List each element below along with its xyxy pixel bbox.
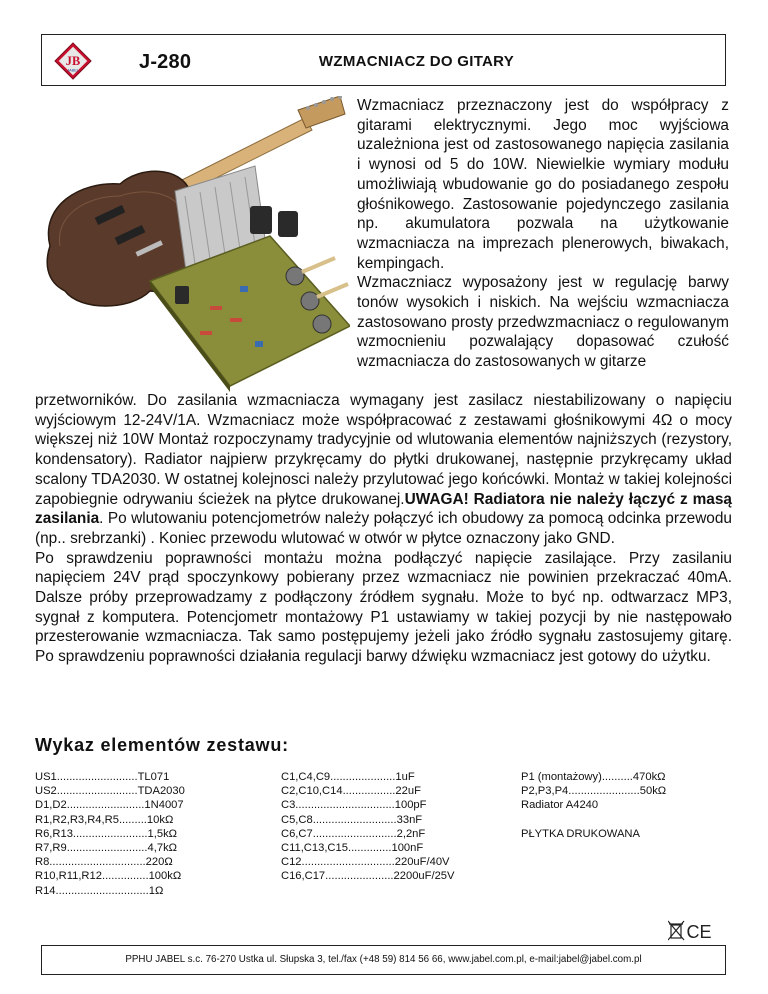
- header-bar: [41, 34, 726, 86]
- part-item: P1 (montażowy)..........470kΩ: [521, 771, 666, 783]
- part-item: US2..........................TDA2030: [35, 785, 185, 798]
- ce-icon: CE: [686, 922, 712, 942]
- part-item: R14..............................1Ω: [35, 884, 164, 897]
- part-item: R10,R11,R12...............100kΩ: [35, 870, 182, 883]
- logo-text: JB: [65, 53, 81, 68]
- part-item: US1..........................TL071: [35, 771, 170, 783]
- pcb-item: PŁYTKA DRUKOWANA: [521, 827, 640, 840]
- part-item: C1,C4,C9.....................1uF: [281, 771, 415, 783]
- parts-column-2: [281, 770, 491, 884]
- part-item: C3................................100pF: [281, 799, 427, 812]
- body-paragraph-1: [35, 391, 732, 549]
- part-item: R6,R13........................1,5kΩ: [35, 827, 178, 840]
- parts-column-3: [521, 770, 731, 841]
- intro-text: [357, 96, 729, 372]
- page-title: WZMACNIACZ DO GITARY: [318, 53, 515, 70]
- part-item: C12..............................220uF/40V: [281, 856, 450, 869]
- part-item: C2,C10,C14.................22uF: [281, 785, 421, 798]
- part-item: P2,P3,P4.......................50kΩ: [521, 785, 667, 798]
- part-item: Radiator A4240: [521, 799, 599, 812]
- intro-paragraph-2: Wzmaczniacz wyposażony jest w regulację barwy tonów wysokich i niskich. Na wejściu wzmacniacza zastosowano prosty przedwzmacniacz o regulowanym wzmocnieniu pozwalający dopasować czułość wzmacniacza do zastosowanych w gitarze: [357, 274, 729, 371]
- part-item: R8...............................220Ω: [35, 856, 173, 869]
- part-item: C5,C8...........................33nF: [281, 813, 423, 826]
- part-item: R1,R2,R3,R4,R5.........10kΩ: [35, 813, 174, 826]
- body-paragraph-1-end: . Po wlutowaniu potencjometrów należy połączyć ich obudowy za pomocą odcinka przewodu (np.. srebrzanki) . Koniec przewodu wlutować w otwór w płytce oznaczony jako GND.: [35, 510, 732, 547]
- warning-text: UWAGA! Radiatora nie należy łączyć z masą zasilania: [35, 490, 732, 528]
- compliance-marks: [668, 920, 714, 942]
- part-item: C16,C17......................2200uF/25V: [281, 870, 455, 883]
- product-code: J-280: [139, 51, 192, 73]
- part-item: C11,C13,C15..............100nF: [281, 842, 424, 855]
- parts-column-1: [35, 770, 250, 898]
- part-item: D1,D2.........................1N4007: [35, 799, 184, 812]
- weee-bin-icon: [668, 921, 684, 940]
- intro-paragraph-1: Wzmacniacz przeznaczony jest do współpracy z gitarami elektrycznymi. Jego moc wyjściowa uzależniona jest od zastosowanego napięcia zasilania i wynosi od 5 do 10W. Niewielkie wymiary modułu umożliwiają wbudowanie go do posiadanego zespołu głośnikowego. Zastosowanie pojedynczego zasilania np. akumulatora pozwala na użytkowanie wzmacniacza na imprezach plenerowych, biwakach, kempingach.: [357, 97, 729, 272]
- product-photo: [40, 96, 350, 396]
- part-item: C6,C7...........................2,2nF: [281, 827, 426, 840]
- logo-sub: JABEL: [67, 68, 79, 73]
- part-item: R7,R9..........................4,7kΩ: [35, 842, 178, 855]
- body-text: [35, 391, 732, 667]
- footer-contact: PPHU JABEL s.c. 76-270 Ustka ul. Słupska 3, tel./fax (+48 59) 814 56 66, www.jabel.com.pl, e-mail:jabel@jabel.com.pl: [41, 945, 726, 975]
- body-paragraph-2: Po sprawdzeniu poprawności montażu można podłączyć napięcie zasilające. Przy zasilaniu napięciem 24V prąd spoczynkowy pobierany przez wzmacniacz nie powinien przekraczać 40mA. Dalsze próby przeprowadzamy z podłączony źródłem sygnału. Może to być np. odtwarzacz MP3, sygnał z komputera. Potencjometr montażowy P1 ustawiamy w takiej pozycji by nie następowało przesterowanie wzmacniacza. Tak samo postępujemy jeżeli jako źródło sygnału zastosujemy gitarę. Po sprawdzeniu poprawności działania regulacji barwy dźwięku wzmacniacz jest gotowy do użytku.: [35, 549, 732, 666]
- parts-heading: Wykaz elementów zestawu:: [35, 735, 289, 755]
- body-paragraph-1-start: przetworników. Do zasilania wzmacniacza wymagany jest zasilacz niestabilizowany o napięciu wyjściowym 12-24V/1A. Wzmacniacz może współpracować z zestawami głośnikowymi 4Ω o mocy większej niż 10W Montaż rozpoczynamy tradycyjnie od wlutowania elementów najniższych (rezystory, kondensatory). Radiator najpierw przykręcamy do płytki drukowanej, następnie przykręcamy układ scalony TDA2030. W ostatnej kolejnosci należy przylutować jego końcówki. Montaż w takiej kolejności zapobiegnie odrywaniu ścieżek na płytce drukowanej.: [35, 392, 732, 508]
